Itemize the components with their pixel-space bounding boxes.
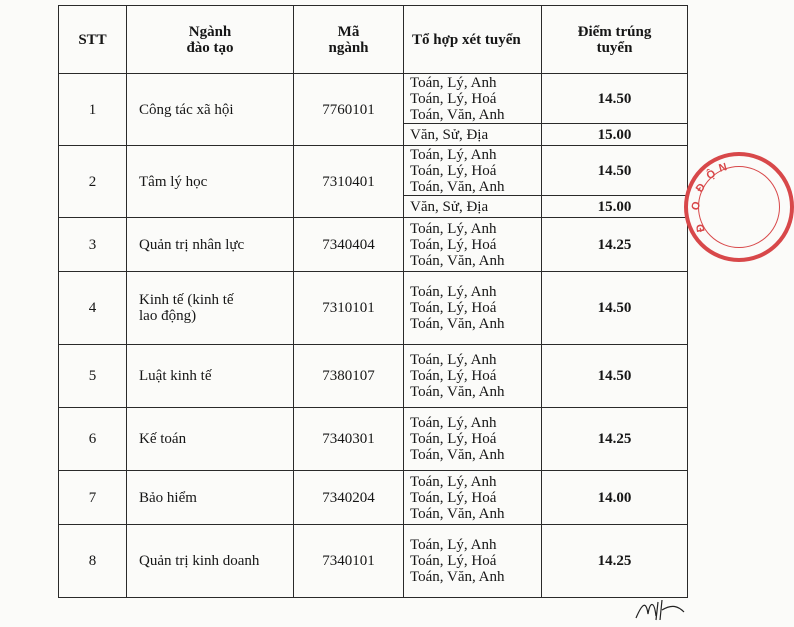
- table-row: [59, 471, 688, 525]
- cell-stt: 6: [59, 408, 127, 471]
- header-stt: STT: [59, 6, 127, 74]
- table-row: [59, 408, 688, 471]
- subject-combo: Toán, Văn, Anh: [410, 316, 505, 332]
- header-code: [294, 6, 404, 74]
- handwritten-signature: [632, 596, 692, 624]
- subject-combo: Toán, Văn, Anh: [410, 252, 505, 269]
- cell-admission-score: 15.00: [542, 124, 688, 146]
- subject-combo: Toán, Văn, Anh: [410, 447, 505, 463]
- cell-major-code: 7310401: [294, 146, 404, 218]
- header-major: [127, 6, 294, 74]
- cell-major-code: 7340301: [294, 408, 404, 471]
- subject-combo: Toán, Lý, Anh: [410, 284, 497, 300]
- cell-major-code: 7380107: [294, 345, 404, 408]
- cell-admission-score: 14.50: [542, 272, 688, 345]
- cell-admission-score: 14.25: [542, 525, 688, 598]
- header-major-line: Ngành: [188, 23, 232, 40]
- header-major-line: đào tạo: [186, 39, 234, 56]
- cell-subject-combos: [404, 124, 542, 146]
- subject-combo: Văn, Sử, Địa: [410, 126, 489, 143]
- cell-major-code: 7310101: [294, 272, 404, 345]
- header-score-line: tuyển: [596, 39, 633, 56]
- header-code-line: Mã: [337, 23, 360, 40]
- subject-combo: Toán, Lý, Anh: [410, 473, 497, 490]
- cell-admission-score: 14.50: [542, 146, 688, 196]
- major-name-line: Tâm lý học: [139, 173, 208, 190]
- cell-admission-score: 14.25: [542, 218, 688, 272]
- subject-combo: Toán, Lý, Hoá: [410, 553, 497, 569]
- cell-subject-combos: [404, 345, 542, 408]
- cell-major: [127, 408, 294, 471]
- subject-combo: Toán, Văn, Anh: [410, 178, 505, 195]
- table-row: [59, 272, 688, 345]
- cell-stt: 5: [59, 345, 127, 408]
- subject-combo: Toán, Văn, Anh: [410, 505, 505, 522]
- major-name-line: Quản trị nhân lực: [139, 236, 245, 253]
- subject-combo: Văn, Sử, Địa: [410, 198, 489, 215]
- cell-major: [127, 345, 294, 408]
- cell-admission-score: 14.25: [542, 408, 688, 471]
- admission-score-table: [58, 5, 688, 598]
- cell-major: [127, 146, 294, 218]
- major-name-line: Công tác xã hội: [139, 101, 234, 118]
- major-name-line: Bảo hiểm: [139, 489, 197, 506]
- cell-major-code: 7340204: [294, 471, 404, 525]
- cell-major: [127, 74, 294, 146]
- major-name-line: lao động): [139, 308, 197, 324]
- subject-combo: Toán, Lý, Anh: [410, 220, 497, 237]
- subject-combo: Toán, Lý, Hoá: [410, 489, 497, 506]
- official-stamp: [684, 152, 794, 262]
- subject-combo: Toán, Lý, Hoá: [410, 90, 497, 107]
- subject-combo: Toán, Lý, Anh: [410, 352, 497, 368]
- subject-combo: Toán, Văn, Anh: [410, 569, 505, 585]
- subject-combo: Toán, Lý, Hoá: [410, 431, 497, 447]
- cell-major: [127, 218, 294, 272]
- cell-stt: 8: [59, 525, 127, 598]
- stamp-lettering: O Đ Ộ N Đ: [689, 161, 729, 233]
- table-row: [59, 146, 688, 196]
- cell-major-code: 7340101: [294, 525, 404, 598]
- cell-admission-score: 14.00: [542, 471, 688, 525]
- cell-subject-combos: [404, 146, 542, 196]
- cell-subject-combos: [404, 74, 542, 124]
- cell-stt: 1: [59, 74, 127, 146]
- cell-subject-combos: [404, 272, 542, 345]
- header-code-line: ngành: [328, 39, 369, 56]
- cell-stt: 3: [59, 218, 127, 272]
- cell-admission-score: 14.50: [542, 74, 688, 124]
- subject-combo: Toán, Lý, Anh: [410, 74, 497, 91]
- table-body: [59, 74, 688, 598]
- major-name-line: Kinh tế (kinh tế: [139, 292, 234, 308]
- major-name-line: Quản trị kinh doanh: [139, 553, 260, 569]
- table-row: [59, 345, 688, 408]
- table-row: [59, 525, 688, 598]
- major-name-line: Kế toán: [139, 431, 187, 447]
- cell-subject-combos: [404, 196, 542, 218]
- subject-combo: Toán, Lý, Hoá: [410, 236, 497, 253]
- header-score: [542, 6, 688, 74]
- header-row: [59, 6, 688, 74]
- cell-major: [127, 471, 294, 525]
- cell-major: [127, 525, 294, 598]
- cell-stt: 4: [59, 272, 127, 345]
- subject-combo: Toán, Lý, Hoá: [410, 162, 497, 179]
- cell-subject-combos: [404, 525, 542, 598]
- cell-subject-combos: [404, 471, 542, 525]
- subject-combo: Toán, Văn, Anh: [410, 106, 505, 123]
- cell-admission-score: 15.00: [542, 196, 688, 218]
- cell-major: [127, 272, 294, 345]
- cell-major-code: 7760101: [294, 74, 404, 146]
- subject-combo: Toán, Lý, Hoá: [410, 300, 497, 316]
- cell-admission-score: 14.50: [542, 345, 688, 408]
- cell-subject-combos: [404, 408, 542, 471]
- subject-combo: Toán, Lý, Anh: [410, 146, 497, 163]
- cell-stt: 2: [59, 146, 127, 218]
- table-row: [59, 218, 688, 272]
- subject-combo: Toán, Lý, Anh: [410, 537, 497, 553]
- cell-major-code: 7340404: [294, 218, 404, 272]
- major-name-line: Luật kinh tế: [139, 368, 212, 384]
- cell-subject-combos: [404, 218, 542, 272]
- table-row: [59, 74, 688, 124]
- cell-stt: 7: [59, 471, 127, 525]
- header-combo: Tổ hợp xét tuyển: [404, 6, 542, 74]
- subject-combo: Toán, Văn, Anh: [410, 384, 505, 400]
- header-score-line: Điểm trúng: [577, 23, 652, 40]
- subject-combo: Toán, Lý, Hoá: [410, 368, 497, 384]
- subject-combo: Toán, Lý, Anh: [410, 415, 497, 431]
